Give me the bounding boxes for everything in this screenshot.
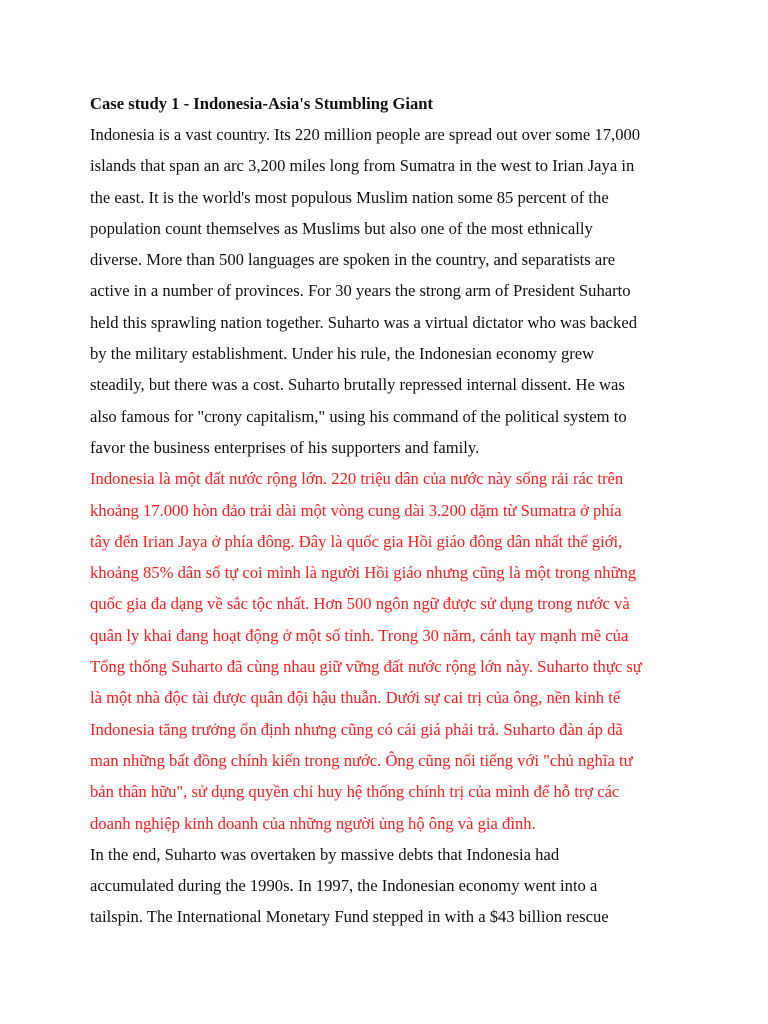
text-line: quốc gia đa dạng về sắc tộc nhất. Hơn 500 ngôn ngữ được sử dụng trong nước và	[90, 594, 630, 614]
text-line: Indonesia là một đất nước rộng lớn. 220 triệu dân của nước này sống rải rác trên	[90, 469, 624, 489]
text-line: khoảng 17.000 hòn đảo trải dài một vòng cung dài 3.200 dặm từ Sumatra ở phía	[90, 500, 622, 520]
english-paragraph-2	[90, 839, 690, 933]
text-line: steadily, but there was a cost. Suharto brutally repressed internal dissent. He was	[90, 375, 625, 395]
document-page	[90, 93, 690, 933]
text-line: Indonesia is a vast country. Its 220 million people are spread out over some 17,000	[90, 125, 641, 144]
text-line: bản thân hữu", sử dụng quyền chỉ huy hệ thống chính trị của mình để hỗ trợ các	[90, 782, 620, 802]
document-body	[90, 119, 690, 933]
vietnamese-translation-paragraph	[90, 463, 690, 839]
text-line: man những bất đồng chính kiến trong nước. Ông cũng nổi tiếng với "chủ nghĩa tư	[90, 750, 633, 770]
text-line: islands that span an arc 3,200 miles long from Sumatra in the west to Irian Jaya in	[90, 156, 635, 176]
text-line: also famous for "crony capitalism," using his command of the political system to	[90, 406, 627, 426]
text-line: the east. It is the world's most populous Muslim nation some 85 percent of the	[90, 187, 609, 207]
document-title: Case study 1 - Indonesia-Asia's Stumbling Giant	[90, 94, 434, 113]
text-line: quân ly khai đang hoạt động ở một số tỉnh. Trong 30 năm, cánh tay mạnh mẽ của	[90, 625, 629, 645]
text-line: Indonesia tăng trưởng ổn định nhưng cũng có cái giá phải trả. Suharto đàn áp dã	[90, 719, 623, 739]
text-line: In the end, Suharto was overtaken by massive debts that Indonesia had	[90, 844, 560, 864]
text-line: population count themselves as Muslims but also one of the most ethnically	[90, 218, 593, 238]
text-line: doanh nghiệp kinh doanh của những người ủng hộ ông và gia đình.	[90, 813, 536, 833]
text-line: tailspin. The International Monetary Fund stepped in with a $43 billion rescue	[90, 907, 609, 927]
text-line: diverse. More than 500 languages are spoken in the country, and separatists are	[90, 250, 616, 270]
text-line: held this sprawling nation together. Suharto was a virtual dictator who was backed	[90, 312, 638, 332]
text-line: accumulated during the 1990s. In 1997, the Indonesian economy went into a	[90, 876, 598, 896]
text-line: khoảng 85% dân số tự coi mình là người Hồi giáo nhưng cũng là một trong những	[90, 563, 637, 583]
text-line: active in a number of provinces. For 30 years the strong arm of President Suharto	[90, 281, 631, 301]
text-line: là một nhà độc tài được quân đội hậu thuẫn. Dưới sự cai trị của ông, nền kinh tế	[90, 688, 621, 708]
text-line: tây đến Irian Jaya ở phía đông. Đây là quốc gia Hồi giáo đông dân nhất thế giới,	[90, 531, 623, 551]
english-paragraph-1	[90, 119, 690, 463]
text-line: by the military establishment. Under his rule, the Indonesian economy grew	[90, 344, 595, 364]
text-line: Tổng thống Suharto đã cùng nhau giữ vững đất nước rộng lớn này. Suharto thực sự	[90, 657, 642, 677]
text-line: favor the business enterprises of his supporters and family.	[90, 437, 480, 457]
